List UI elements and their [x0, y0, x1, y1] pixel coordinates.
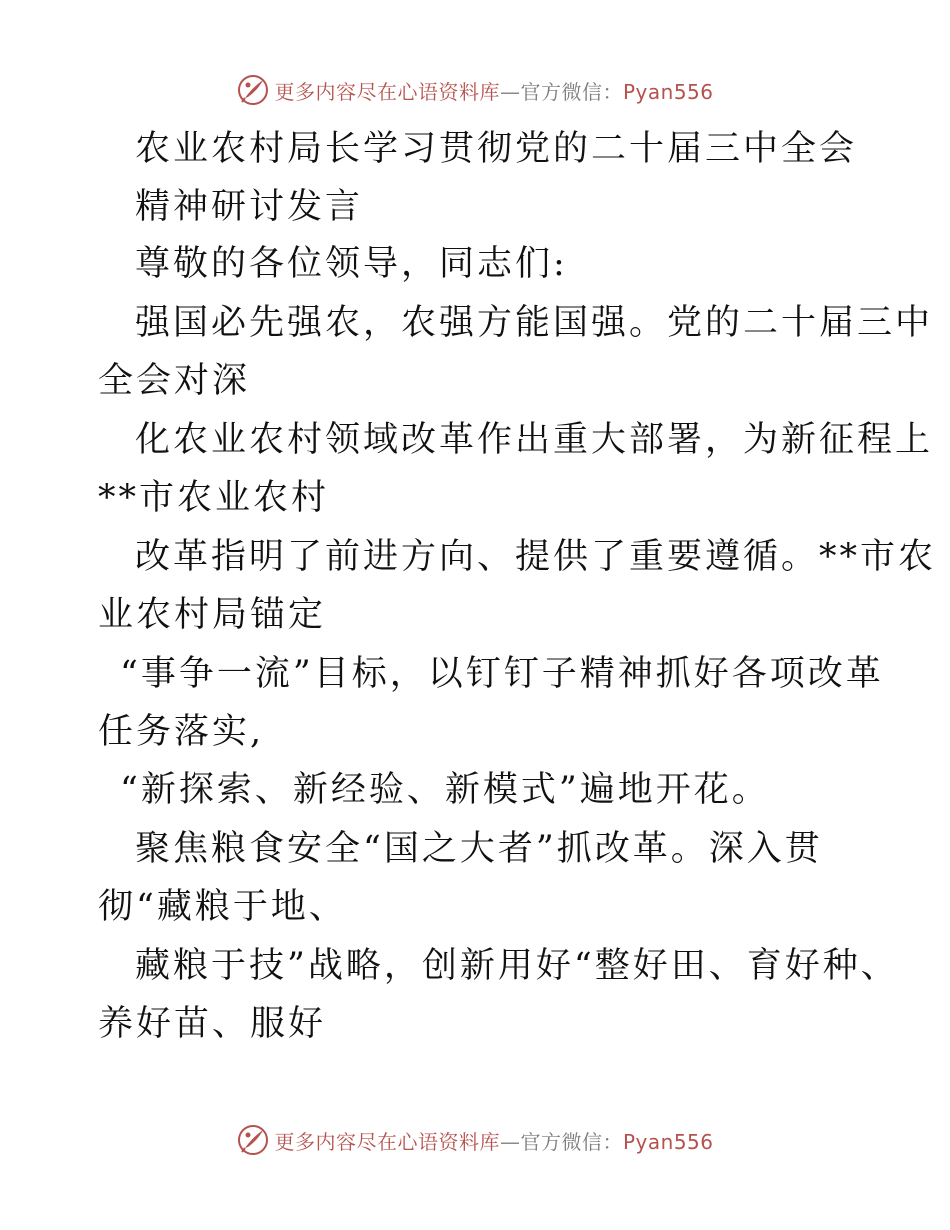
footer-watermark-banner [0, 1120, 950, 1160]
watermark-site: 更多内容尽在心语资料库 [274, 79, 500, 104]
paragraph-line: **市农业农村 [98, 478, 330, 518]
watermark-text [274, 76, 713, 105]
paragraph-line: 任务落实, [98, 712, 265, 752]
watermark-wechat-id: Pyan556 [622, 79, 714, 104]
paragraph-line: 改革指明了前进方向、提供了重要遵循。**市农 [135, 537, 937, 577]
header-watermark-banner [0, 70, 950, 110]
salutation: 尊敬的各位领导，同志们: [135, 244, 568, 284]
watermark-official: 官方微信： [520, 79, 623, 104]
quill-pen-logo-icon [236, 1123, 270, 1157]
paragraph-line: 聚焦粮食安全“国之大者”抓改革。深入贯 [135, 829, 823, 869]
quill-pen-logo-icon [236, 73, 270, 107]
paragraph-line: “新探索、新经验、新模式”遍地开花。 [120, 770, 770, 810]
document-title-line-2: 精神研讨发言 [135, 187, 364, 227]
paragraph-line: “事争一流”目标，以钉钉子精神抓好各项改革 [120, 654, 884, 694]
document-title-line-1: 农业农村局长学习贯彻党的二十届三中全会 [135, 129, 858, 169]
watermark-site: 更多内容尽在心语资料库 [274, 1129, 500, 1154]
paragraph-line: 藏粮于技”战略，创新用好“整好田、育好种、 [135, 946, 899, 986]
watermark-separator: — [499, 79, 521, 104]
watermark-separator: — [499, 1129, 521, 1154]
watermark-text [274, 1126, 713, 1155]
watermark-wechat-id: Pyan556 [622, 1129, 714, 1154]
paragraph-line: 养好苗、服好 [98, 1004, 327, 1044]
paragraph-line: 全会对深 [98, 361, 251, 401]
paragraph-line: 化农业农村领域改革作出重大部署，为新征程上 [135, 420, 934, 460]
paragraph-line: 业农村局锚定 [98, 595, 327, 635]
paragraph-line: 彻“藏粮于地、 [98, 887, 347, 927]
paragraph-line: 强国必先强农，农强方能国强。党的二十届三中 [135, 303, 934, 343]
watermark-official: 官方微信： [520, 1129, 623, 1154]
